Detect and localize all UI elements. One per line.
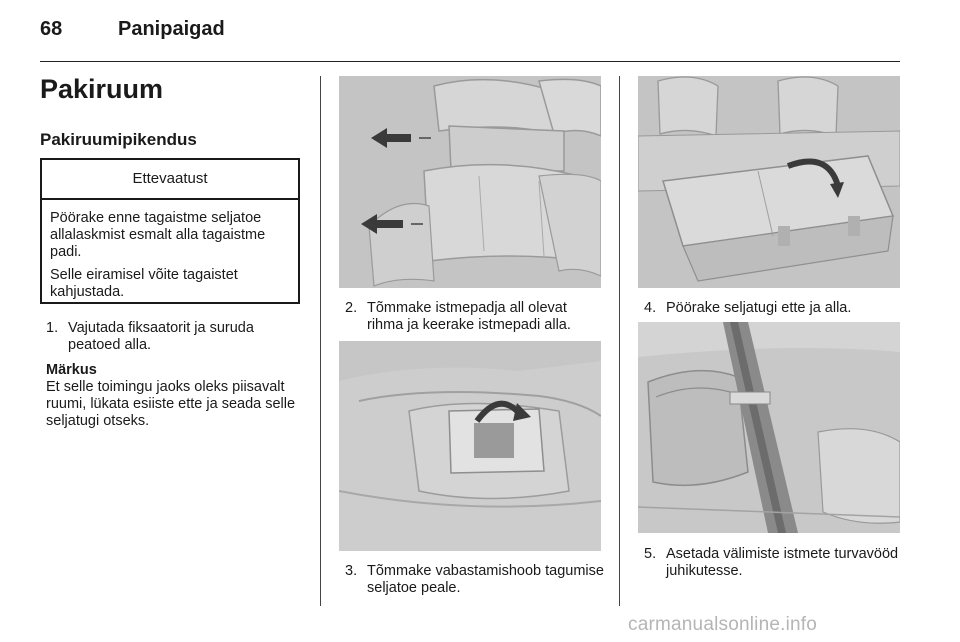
chapter-title: Panipaigad (118, 18, 225, 40)
step-number: 4. (644, 300, 657, 316)
step-2 (345, 300, 605, 334)
step-text: Tõmmake vabastamishoob tagumise seljatoe peale. (367, 563, 604, 596)
figure-seatback-fold (638, 76, 900, 288)
figure-headrests (339, 76, 601, 288)
step-5 (644, 546, 904, 580)
step-text: Asetada välimiste istmete turvavööd juhikutesse. (666, 546, 899, 579)
step-number: 2. (345, 300, 358, 316)
note-title: Märkus (46, 362, 97, 378)
page-number: 68 (40, 18, 63, 40)
section-subtitle: Pakiruumipikendus (40, 130, 197, 149)
header-divider (40, 61, 900, 62)
figure-cushion-strap (339, 341, 601, 551)
step-text: Tõmmake istmepadja all olevat rihma ja keerake istmepadi alla. (367, 300, 571, 333)
warning-paragraph-2: Selle eiramisel võite tagaistet kahjustada. (50, 267, 238, 300)
step-number: 1. (46, 320, 59, 336)
section-title: Pakiruum (40, 74, 164, 104)
column-divider-2 (619, 76, 620, 606)
step-3 (345, 563, 605, 597)
watermark-text: carmanualsonline.info (628, 614, 818, 635)
warning-body (42, 200, 298, 301)
step-number: 3. (345, 563, 358, 579)
note-text: Et selle toimingu jaoks oleks piisavalt ruumi, lükata esiiste ette ja seada selle seljatugi otseks. (46, 379, 296, 429)
step-text: Pöörake seljatugi ette ja alla. (666, 300, 852, 316)
column-divider-1 (320, 76, 321, 606)
figure-seat-belt-guide (638, 322, 900, 533)
step-4 (644, 300, 904, 317)
step-1 (46, 320, 308, 354)
warning-paragraph-1: Pöörake enne tagaistme seljatoe allalaskmist esmalt alla tagaistme padi. (50, 210, 266, 260)
step-number: 5. (644, 546, 657, 562)
step-text: Vajutada fiksaatorit ja suruda peatoed alla. (68, 320, 254, 353)
warning-title: Ettevaatust (42, 160, 298, 200)
warning-box (40, 158, 300, 304)
